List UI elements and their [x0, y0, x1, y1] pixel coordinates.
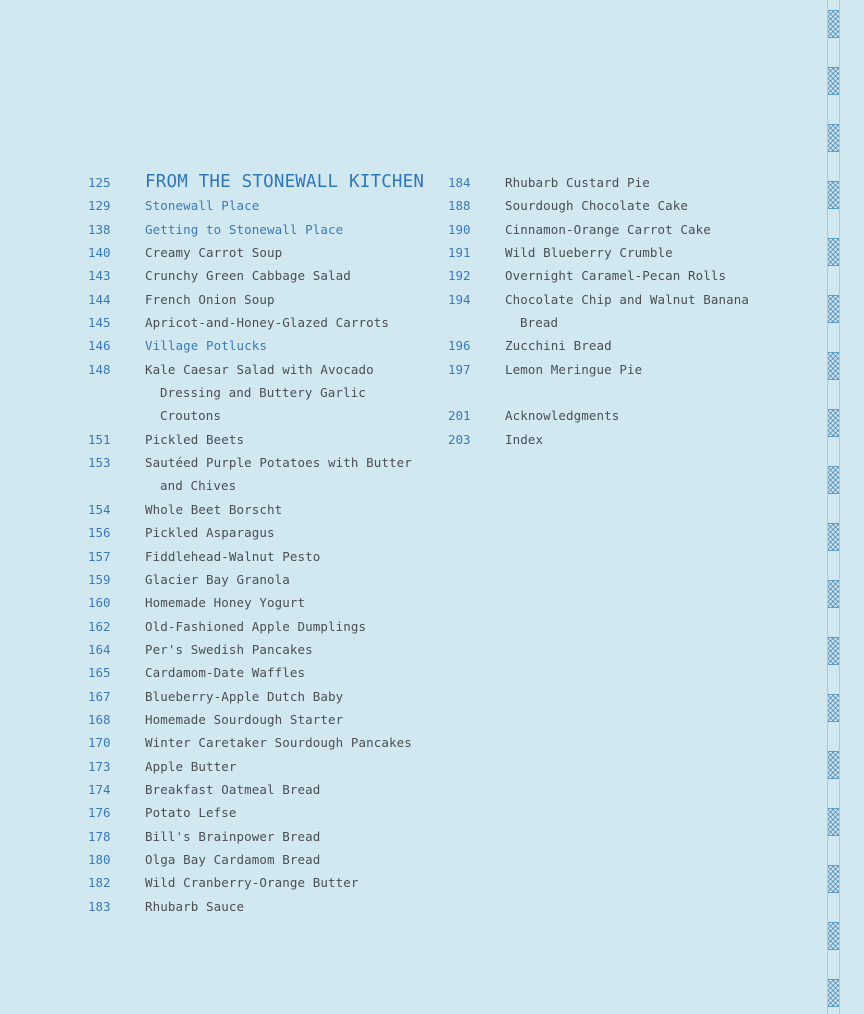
toc-page-number: 154: [88, 501, 111, 517]
toc-page-number: 191: [448, 245, 471, 261]
toc-entry-title: Dressing and Buttery Garlic: [160, 385, 366, 401]
toc-row: [88, 381, 453, 404]
toc-page-number: 196: [448, 338, 471, 354]
toc-entry-title: Pickled Asparagus: [145, 525, 275, 541]
edge-hatch-block: [828, 808, 839, 836]
toc-row: [88, 638, 453, 661]
toc-page-number: 157: [88, 548, 111, 564]
edge-hatch-block: [828, 523, 839, 551]
edge-hatch-block: [828, 238, 839, 266]
toc-page-number: 125: [88, 175, 111, 190]
toc-page-number: 151: [88, 431, 111, 447]
toc-row: [88, 451, 453, 474]
toc-page-number: 140: [88, 245, 111, 261]
toc-column-right: [448, 171, 818, 451]
toc-page-number: 192: [448, 268, 471, 284]
edge-hatch-block: [828, 124, 839, 152]
edge-hatch-block: [828, 979, 839, 1007]
toc-row: [88, 334, 453, 357]
toc-entry-title: Zucchini Bread: [505, 338, 612, 354]
toc-row: [448, 194, 818, 217]
toc-page-number: 145: [88, 315, 111, 331]
toc-entry-title: French Onion Soup: [145, 291, 275, 307]
toc-row: [448, 218, 818, 241]
toc-row: [88, 801, 453, 824]
toc-entry-title: Acknowledgments: [505, 408, 620, 424]
toc-entry-title: Creamy Carrot Soup: [145, 245, 283, 261]
toc-page-number: 184: [448, 175, 471, 190]
toc-row: [448, 334, 818, 357]
toc-entry-title: Apricot-and-Honey-Glazed Carrots: [145, 315, 390, 331]
toc-page-number: 188: [448, 198, 471, 214]
toc-page-number: 168: [88, 711, 111, 727]
toc-page-number: 162: [88, 618, 111, 634]
toc-row: [88, 218, 453, 241]
edge-hatch-block: [828, 181, 839, 209]
toc-entry-title: Homemade Sourdough Starter: [145, 711, 344, 727]
toc-entry-title: Homemade Honey Yogurt: [145, 595, 306, 611]
toc-entry-title: Bill's Brainpower Bread: [145, 828, 321, 844]
toc-entry-link[interactable]: Village Potlucks: [145, 338, 268, 354]
toc-row: [88, 755, 453, 778]
toc-row: [88, 474, 453, 497]
toc-entry-title: Olga Bay Cardamom Bread: [145, 851, 321, 867]
toc-page-number: 197: [448, 361, 471, 377]
toc-entry-title: Whole Beet Borscht: [145, 501, 283, 517]
toc-page-number: 143: [88, 268, 111, 284]
edge-hatch-block: [828, 694, 839, 722]
toc-page-number: 194: [448, 291, 471, 307]
toc-entry-title: Rhubarb Custard Pie: [505, 175, 650, 190]
page-edge-decoration: [827, 0, 840, 1014]
toc-row: [448, 288, 818, 311]
toc-page-number: 164: [88, 641, 111, 657]
edge-hatch-block: [828, 295, 839, 323]
toc-entry-title: Sourdough Chocolate Cake: [505, 198, 689, 214]
toc-row: [88, 264, 453, 287]
toc-entry-title: Apple Butter: [145, 758, 237, 774]
toc-row: [448, 264, 818, 287]
toc-entry-title: Crunchy Green Cabbage Salad: [145, 268, 351, 284]
toc-page-number: 148: [88, 361, 111, 377]
toc-entry-title: Per's Swedish Pancakes: [145, 641, 313, 657]
toc-row: [88, 288, 453, 311]
toc-row: [88, 358, 453, 381]
toc-row: [88, 591, 453, 614]
toc-page-number: 173: [88, 758, 111, 774]
edge-hatch-block: [828, 751, 839, 779]
toc-page-number: 176: [88, 805, 111, 821]
toc-entry-title: and Chives: [160, 478, 237, 494]
toc-row: [88, 871, 453, 894]
toc-page-number: 146: [88, 338, 111, 354]
toc-entry-title: Winter Caretaker Sourdough Pancakes: [145, 735, 412, 751]
toc-entry-title: Old-Fashioned Apple Dumplings: [145, 618, 367, 634]
toc-row: [88, 825, 453, 848]
toc-row: [88, 778, 453, 801]
toc-column-left: [88, 171, 453, 918]
toc-row: [448, 404, 818, 427]
edge-hatch-block: [828, 865, 839, 893]
toc-row: [88, 171, 453, 194]
toc-row: [88, 241, 453, 264]
toc-row: [88, 895, 453, 918]
toc-row: [88, 848, 453, 871]
toc-entry-title: Sautéed Purple Potatoes with Butter: [145, 455, 412, 471]
toc-page-number: 167: [88, 688, 111, 704]
toc-row: [448, 171, 818, 194]
toc-row: [448, 311, 818, 334]
toc-row: [448, 358, 818, 381]
toc-row: [448, 428, 818, 451]
toc-page-number: 201: [448, 408, 471, 424]
toc-page-number: 183: [88, 898, 111, 914]
edge-hatch-block: [828, 466, 839, 494]
toc-entry-link[interactable]: Stonewall Place: [145, 198, 260, 214]
toc-row: [88, 661, 453, 684]
toc-entry-title: Fiddlehead-Walnut Pesto: [145, 548, 321, 564]
toc-page-number: 153: [88, 455, 111, 471]
edge-hatch-block: [828, 922, 839, 950]
toc-row: [448, 241, 818, 264]
toc-entry-title: Wild Blueberry Crumble: [505, 245, 673, 261]
toc-row: [88, 731, 453, 754]
toc-row: [88, 194, 453, 217]
toc-page-number: 180: [88, 851, 111, 867]
toc-row: [88, 545, 453, 568]
toc-entry-title: Chocolate Chip and Walnut Banana: [505, 291, 750, 307]
toc-entry-title: Croutons: [160, 408, 222, 424]
toc-page-number: 160: [88, 595, 111, 611]
edge-hatch-block: [828, 580, 839, 608]
toc-entry-title: Glacier Bay Granola: [145, 571, 290, 587]
toc-page-number: 174: [88, 781, 111, 797]
toc-entry-link[interactable]: Getting to Stonewall Place: [145, 221, 344, 237]
toc-row: [88, 615, 453, 638]
toc-row: [88, 685, 453, 708]
toc-entry-title: Lemon Meringue Pie: [505, 361, 643, 377]
edge-hatch-block: [828, 637, 839, 665]
toc-row: [88, 311, 453, 334]
toc-page-number: 129: [88, 198, 111, 214]
toc-row: [88, 708, 453, 731]
toc-entry-title: Kale Caesar Salad with Avocado: [145, 361, 374, 377]
toc-entry-title: Bread: [520, 315, 559, 331]
toc-page-number: 138: [88, 221, 111, 237]
toc-row: [88, 568, 453, 591]
toc-page-number: 144: [88, 291, 111, 307]
toc-page-number: 165: [88, 665, 111, 681]
edge-hatch-block: [828, 352, 839, 380]
toc-entry-title: Overnight Caramel-Pecan Rolls: [505, 268, 727, 284]
toc-page-number: 159: [88, 571, 111, 587]
toc-entry-title: Index: [505, 431, 544, 447]
toc-entry-title: Blueberry-Apple Dutch Baby: [145, 688, 344, 704]
edge-hatch-block: [828, 10, 839, 38]
toc-section-heading[interactable]: FROM THE STONEWALL KITCHEN: [145, 172, 425, 192]
toc-entry-title: Rhubarb Sauce: [145, 898, 245, 914]
toc-row: [88, 404, 453, 427]
toc-page-number: 203: [448, 431, 471, 447]
toc-row: [88, 498, 453, 521]
toc-page-number: 170: [88, 735, 111, 751]
toc-entry-title: Cinnamon-Orange Carrot Cake: [505, 221, 711, 237]
toc-entry-title: Wild Cranberry-Orange Butter: [145, 875, 359, 891]
edge-hatch-block: [828, 409, 839, 437]
toc-page-number: 182: [88, 875, 111, 891]
toc-page-number: 156: [88, 525, 111, 541]
toc-entry-title: Pickled Beets: [145, 431, 245, 447]
toc-page-number: 178: [88, 828, 111, 844]
edge-hatch-block: [828, 67, 839, 95]
toc-entry-title: Breakfast Oatmeal Bread: [145, 781, 321, 797]
toc-row: [88, 428, 453, 451]
toc-row: [88, 521, 453, 544]
toc-page-number: 190: [448, 221, 471, 237]
toc-entry-title: Potato Lefse: [145, 805, 237, 821]
toc-entry-title: Cardamom-Date Waffles: [145, 665, 306, 681]
